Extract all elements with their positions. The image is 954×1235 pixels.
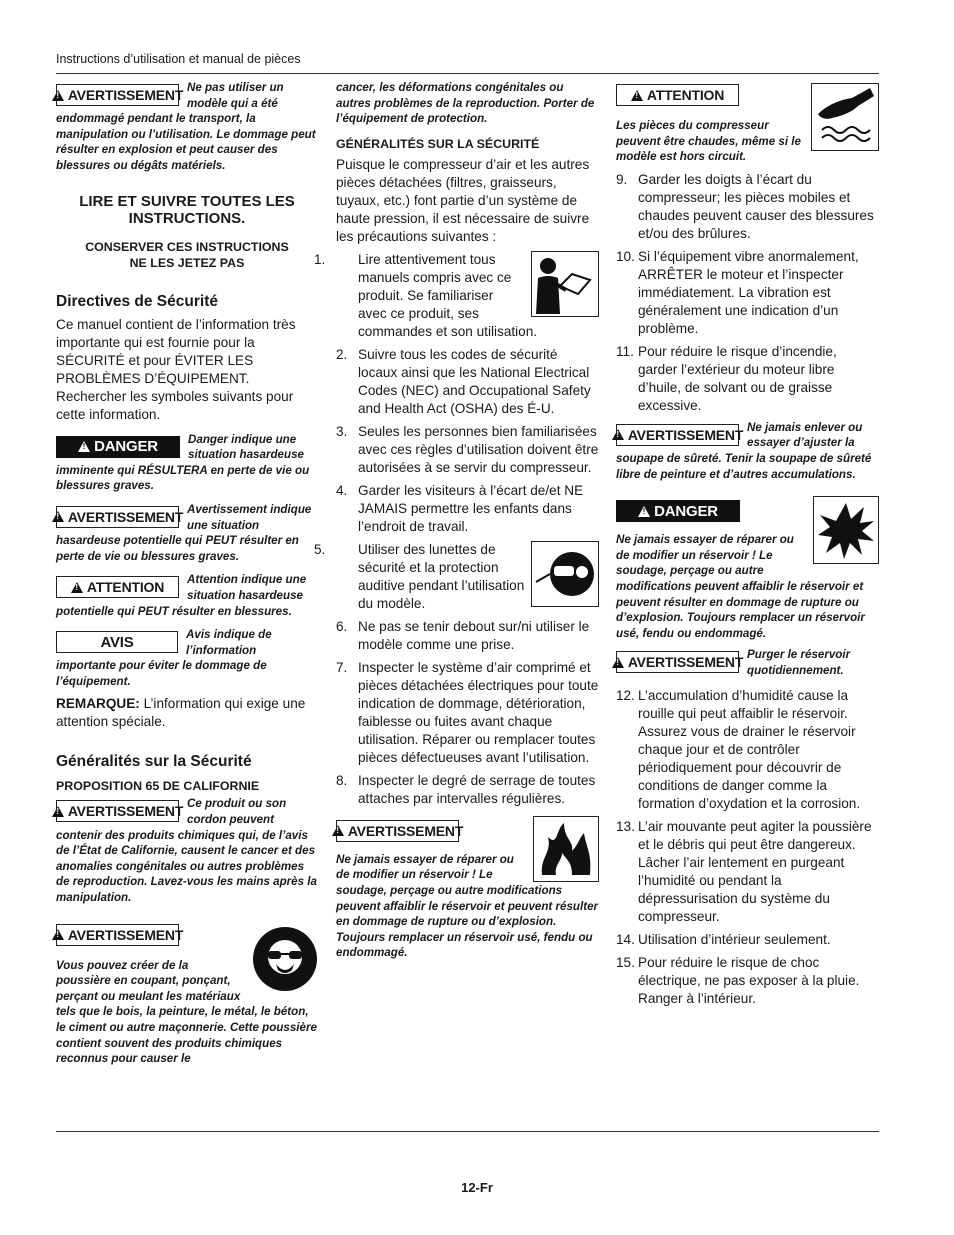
tank-warning-text: Ne jamais essayer de réparer ou de modifier un réservoir ! Le soudage, perçage ou autre modifications peuvent affaiblir le réservoir et peuvent résulter en dommage de rupture ou d’explosion. Toujours remplacer un réservoir usé, fendu ou endommagé.: [336, 852, 599, 960]
prop65-warning-text: Ce produit ou son cordon peuvent contenir des produits chimiques qui, de l’avis de l’État de Californie, causent le cancer et des anomalies congénitales ou autres problèmes de reproduction. Lavez-vous les mains après la manipulation.: [56, 797, 317, 905]
warning-triangle-icon: [612, 429, 624, 440]
warning-triangle-icon: [638, 506, 650, 517]
list-item-text: Pour réduire le risque d’incendie, garder l’extérieur du moteur libre d’huile, de solvant ou de graisse excessive.: [638, 343, 837, 413]
generalites-heading: Généralités sur la Sécurité: [56, 753, 252, 771]
remarque: [56, 695, 318, 731]
tank-danger: [616, 496, 879, 641]
avertissement-definition-text: Avertissement indique une situation hasardeuse potentielle qui PEUT résulter en perte de vie ou blessures graves.: [56, 502, 312, 563]
column-2: [314, 80, 599, 961]
list-item-number: 15.: [616, 954, 635, 970]
list-item-number: 13.: [616, 818, 635, 834]
column-1: [56, 80, 318, 1067]
transport-warning: [56, 80, 318, 174]
avis-definition-text: Avis indique de l’information importante pour éviter le dommage de l’équipement.: [56, 628, 272, 688]
list-item: [336, 346, 599, 418]
list-item-text: Utilisation d’intérieur seulement.: [638, 931, 831, 947]
drain-warning-text: Purger le réservoir quotidiennement.: [747, 648, 851, 677]
list-item: [336, 772, 599, 808]
attention-definition-text: Attention indique une situation hasardeuse potentielle qui PEUT résulter en blessures.: [56, 573, 307, 618]
avertissement-badge: ! AVERTISSEMENT: [56, 84, 179, 106]
list-item: [336, 423, 599, 477]
generalites-title: GÉNÉRALITÉS SUR LA SÉCURITÉ: [336, 136, 540, 151]
read-manual-icon: [531, 251, 599, 317]
list-item-number: 3.: [336, 423, 348, 439]
list-item-number: 6.: [336, 618, 348, 634]
list-item: [616, 954, 879, 1008]
prop65-title: PROPOSITION 65 DE CALIFORNIE: [56, 779, 260, 794]
dust-warning: [56, 920, 318, 1067]
list-item-text: Utiliser des lunettes de sécurité et la protection auditive pendant l’utilisation du modèle.: [358, 541, 525, 611]
hot-warning-text: Les pièces du compresseur peuvent être chaudes, même si le modèle est hors circuit.: [616, 119, 801, 164]
warning-triangle-icon: [78, 441, 90, 452]
list-item-text: Inspecter le degré de serrage de toutes attaches par intervalles régulières.: [358, 772, 596, 806]
list-item-number: 5.: [314, 541, 326, 557]
prop65-warning: [56, 796, 318, 905]
list-item-number: 8.: [336, 772, 348, 788]
warning-triangle-icon: [52, 806, 64, 817]
list-item: [616, 171, 879, 243]
tank-danger-text: Ne jamais essayer de réparer ou de modifier un réservoir ! Le soudage, perçage ou autre modifications peuvent affaiblir le réservoir et peuvent résulter en dommage de rupture ou d’explosion. Toujours remplacer un réservoir usé, fendu ou endommagé.: [616, 533, 865, 640]
explosion-icon: [813, 496, 879, 564]
avertissement-badge: ! AVERTISSEMENT: [616, 424, 739, 446]
warning-triangle-icon: [71, 582, 83, 593]
list-item-text: Pour réduire le risque de choc électrique, ne pas exposer à la pluie. Ranger à l’intérieur.: [638, 954, 860, 1006]
warning-triangle-icon: [612, 657, 624, 668]
list-item-text: L’air mouvante peut agiter la poussière et le débris qui peut être dangereux. Lâcher l’air lentement en purgeant l’humidité ou pendant la dépressurisation du système du compresseur.: [638, 818, 872, 924]
column-3: [616, 80, 879, 1013]
fire-icon: [533, 816, 599, 882]
list-item: [616, 931, 879, 949]
protective-gear-icon: [252, 926, 318, 992]
directives-text: Ce manuel contient de l’information très importante qui est fournie pour la SÉCURITÉ et pour ÉVITER LES PROBLÈMES D’ÉQUIPEMENT. Rechercher les symboles suivants pour cette information.: [56, 316, 296, 422]
avertissement-badge: ! AVERTISSEMENT: [616, 651, 739, 673]
danger-badge: ! DANGER: [56, 436, 180, 458]
list-item-number: 4.: [336, 482, 348, 498]
attention-badge: ! ATTENTION: [56, 576, 179, 598]
avertissement-definition: [56, 502, 318, 564]
list-item-number: 1.: [314, 251, 326, 267]
safety-glasses-icon: [531, 541, 599, 607]
list-item-text: Garder les doigts à l’écart du compresseur; les pièces mobiles et chaudes peuvent causer des blessures et/ou des brûlures.: [638, 171, 874, 241]
list-item-text: Garder les visiteurs à l’écart de/et NE JAMAIS permettre les enfants dans l’endroit de travail.: [358, 482, 584, 534]
generalites-text: Puisque le compresseur d’air et les autres pièces détachées (filtres, graisseurs, tuyaux, etc.) font partie d’un système de haute pression, il est nécessaire de suivre les précautions suivantes :: [336, 156, 590, 244]
list-item: [314, 541, 599, 613]
list-item: [314, 251, 599, 341]
danger-definition-text: Danger indique une situation hasardeuse imminente qui RÉSULTERA en perte de vie ou blessures graves.: [56, 432, 310, 493]
list-item-number: 2.: [336, 346, 348, 362]
dust-warning-text: Vous pouvez créer de la poussière en coupant, ponçant, perçant ou meulant les matériaux tels que le bois, la peinture, le métal, le béton, le ciment ou autre maçonnerie. Cette poussière contient souvent des produits chimiques reconnus pour causer le: [56, 958, 317, 1066]
list-item-text: Suivre tous les codes de sécurité locaux ainsi que les National Electrical Codes (NEC) and Occupational Safety and Health Act (OSHA) des É-U.: [358, 346, 591, 416]
list-item: [336, 482, 599, 536]
list-item: [616, 248, 879, 338]
avertissement-badge: ! AVERTISSEMENT: [56, 800, 179, 822]
list-item-number: 11.: [616, 343, 634, 359]
valve-warning-text: Ne jamais enlever ou essayer d’ajuster la soupape de sûreté. Tenir la soupape de sûreté libre de peinture et d’autres accumulations.: [616, 420, 872, 481]
list-item: [616, 343, 879, 415]
keep-instructions: CONSERVER CES INSTRUCTIONS NE LES JETEZ PAS: [85, 239, 289, 270]
warning-triangle-icon: [52, 511, 64, 522]
warning-triangle-icon: [332, 825, 344, 836]
header-rule: [56, 73, 879, 74]
list-item-text: Si l’équipement vibre anormalement, ARRÊTER le moteur et l’inspecter immédiatement. La vibration est généralement une indication d’un problème.: [638, 248, 859, 336]
list-item-text: Seules les personnes bien familiarisées avec ces règles d’utilisation doivent être autorisées à se servir du compresseur.: [358, 423, 599, 475]
directives-heading: Directives de Sécurité: [56, 292, 218, 310]
list-item: [616, 687, 879, 813]
list-item: [336, 659, 599, 767]
dust-warning-continued: cancer, les déformations congénitales ou autres problèmes de la reproduction. Porter de l’équipement de protection.: [336, 81, 595, 126]
avis-definition: [56, 627, 318, 689]
warning-triangle-icon: [52, 929, 64, 940]
read-title: LIRE ET SUIVRE TOUTES LES INSTRUCTIONS.: [79, 192, 295, 227]
safety-list-3: [616, 687, 879, 1008]
avertissement-badge: ! AVERTISSEMENT: [56, 506, 179, 528]
safety-list-2: [616, 171, 879, 415]
list-item-number: 14.: [616, 931, 635, 947]
footer-rule: [56, 1131, 879, 1132]
list-item-number: 10.: [616, 248, 635, 264]
remarque-label: REMARQUE:: [56, 696, 140, 712]
avertissement-badge: ! AVERTISSEMENT: [336, 820, 459, 842]
page-header: Instructions d’utilisation et manual de pièces: [56, 52, 301, 66]
attention-badge: ! ATTENTION: [616, 84, 739, 106]
tank-warning: [336, 816, 599, 961]
list-item-text: L’accumulation d’humidité cause la rouille qui peut affaiblir le réservoir. Assurez vous de drainer le réservoir chaque jour et de contrôler périodiquement pour découvrir de conditions de danger comme la formation d’oxydation et la corrosion.: [638, 687, 861, 811]
avis-badge: AVIS: [56, 631, 178, 653]
drain-warning: [616, 647, 879, 678]
danger-definition: [56, 432, 318, 494]
avertissement-badge: ! AVERTISSEMENT: [56, 924, 179, 946]
remarque-text: L’information qui exige une attention spéciale.: [56, 696, 306, 730]
list-item-number: 7.: [336, 659, 348, 675]
hot-surface-icon: [811, 83, 879, 151]
safety-list-1: [314, 251, 599, 808]
list-item-text: Inspecter le système d’air comprimé et pièces détachées électriques pour toute indication de dommage, détérioration, faiblesse ou fuites avant chaque utilisation. Réparer ou remplacer toutes pièces défectueuses avant l’utilisation.: [358, 659, 599, 765]
list-item-text: Lire attentivement tous manuels compris avec ce produit. Se familiariser avec ce produit, ses commandes et son utilisation.: [358, 251, 538, 339]
list-item: [336, 618, 599, 654]
hot-warning: [616, 80, 879, 165]
list-item-number: 9.: [616, 171, 628, 187]
page-number: 12-Fr: [461, 1180, 493, 1195]
warning-triangle-icon: [52, 90, 64, 101]
valve-warning: [616, 420, 879, 482]
attention-definition: [56, 572, 318, 619]
list-item-number: 12.: [616, 687, 635, 703]
warning-triangle-icon: [631, 90, 643, 101]
danger-badge: ! DANGER: [616, 500, 740, 522]
list-item-text: Ne pas se tenir debout sur/ni utiliser le modèle comme une prise.: [358, 618, 590, 652]
list-item: [616, 818, 879, 926]
warning-text: Ne pas utiliser un modèle qui a été endommagé pendant le transport, la manipulation ou l’utilisation. Le dommage peut résulter en explosion et peut causer des blessures ou dégâts matériels.: [56, 81, 316, 172]
